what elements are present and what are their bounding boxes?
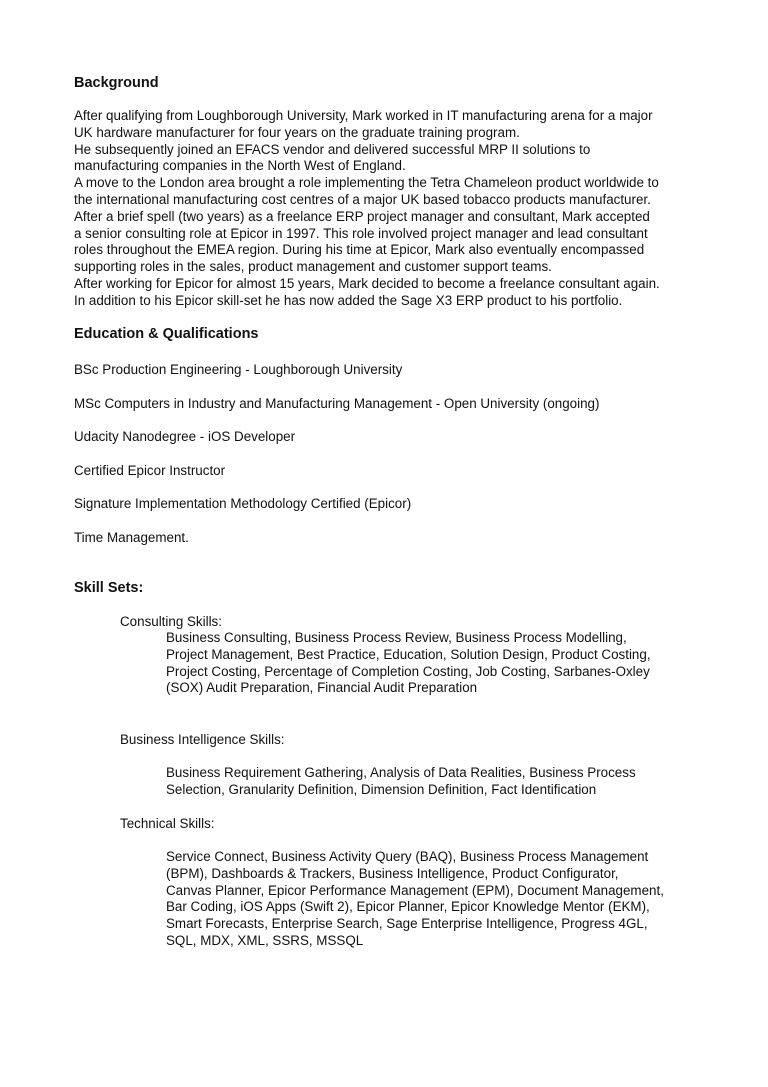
background-line: After working for Epicor for almost 15 years, Mark decided to become a freelance consultant again.: [74, 275, 660, 291]
background-line: manufacturing companies in the North West of England.: [74, 158, 406, 174]
background-line: supporting roles in the sales, product management and customer support teams.: [74, 259, 552, 275]
background-line: After qualifying from Loughborough University, Mark worked in IT manufacturing arena for a major: [74, 108, 653, 123]
skill-line: Selection, Granularity Definition, Dimension Definition, Fact Identification: [166, 781, 597, 797]
background-line: In addition to his Epicor skill-set he has now added the Sage X3 ERP product to his portfolio.: [74, 292, 623, 308]
education-heading: Education & Qualifications: [74, 326, 259, 342]
technical-skills-list: [166, 849, 726, 950]
background-line: UK hardware manufacturer for four years on the graduate training program.: [74, 124, 520, 140]
skill-line: Business Requirement Gathering, Analysis of Data Realities, Business Process: [166, 765, 636, 780]
background-paragraph: [74, 108, 714, 310]
bi-skills-list: [166, 765, 726, 799]
skill-line: Business Consulting, Business Process Review, Business Process Modelling,: [166, 630, 627, 645]
bi-skills-label: Business Intelligence Skills:: [120, 732, 285, 747]
consulting-skills-list: [166, 630, 726, 697]
background-line: He subsequently joined an EFACS vendor and delivered successful MRP II solutions to: [74, 141, 591, 157]
qualification-item: Time Management.: [74, 530, 189, 545]
skills-heading: Skill Sets:: [74, 580, 144, 596]
skill-line: Canvas Planner, Epicor Performance Management (EPM), Document Management,: [166, 882, 664, 898]
skill-line: Project Costing, Percentage of Completion Costing, Job Costing, Sarbanes-Oxley: [166, 663, 650, 679]
skill-line: Smart Forecasts, Enterprise Search, Sage Enterprise Intelligence, Progress 4GL,: [166, 916, 648, 932]
skill-line: Bar Coding, iOS Apps (Swift 2), Epicor Planner, Epicor Knowledge Mentor (EKM),: [166, 899, 650, 915]
background-line: A move to the London area brought a role implementing the Tetra Chameleon product worldwide to: [74, 175, 659, 191]
qualification-item: Signature Implementation Methodology Certified (Epicor): [74, 496, 412, 511]
background-line: a senior consulting role at Epicor in 1997. This role involved project manager and lead consultant: [74, 225, 648, 241]
qualification-item: Udacity Nanodegree - iOS Developer: [74, 429, 296, 444]
qualification-item: BSc Production Engineering - Loughborough University: [74, 362, 403, 377]
skill-line: (SOX) Audit Preparation, Financial Audit Preparation: [166, 680, 478, 696]
skill-line: Service Connect, Business Activity Query (BAQ), Business Process Management: [166, 849, 649, 864]
background-heading: Background: [74, 75, 159, 91]
consulting-skills-label: Consulting Skills:: [120, 614, 222, 629]
qualification-item: Certified Epicor Instructor: [74, 463, 226, 478]
background-line: roles throughout the EMEA region. During his time at Epicor, Mark also eventually encompassed: [74, 242, 645, 258]
skill-line: Project Management, Best Practice, Education, Solution Design, Product Costing,: [166, 646, 651, 662]
skill-line: (BPM), Dashboards & Trackers, Business Intelligence, Product Configurator,: [166, 865, 619, 881]
background-line: After a brief spell (two years) as a freelance ERP project manager and consultant, Mark accepted: [74, 208, 650, 224]
technical-skills-label: Technical Skills:: [120, 816, 215, 831]
background-line: the international manufacturing cost centres of a major UK based tobacco products manufacturer.: [74, 191, 651, 207]
qualification-item: MSc Computers in Industry and Manufacturing Management - Open University (ongoing): [74, 396, 600, 411]
skill-line: SQL, MDX, XML, SSRS, MSSQL: [166, 932, 364, 948]
